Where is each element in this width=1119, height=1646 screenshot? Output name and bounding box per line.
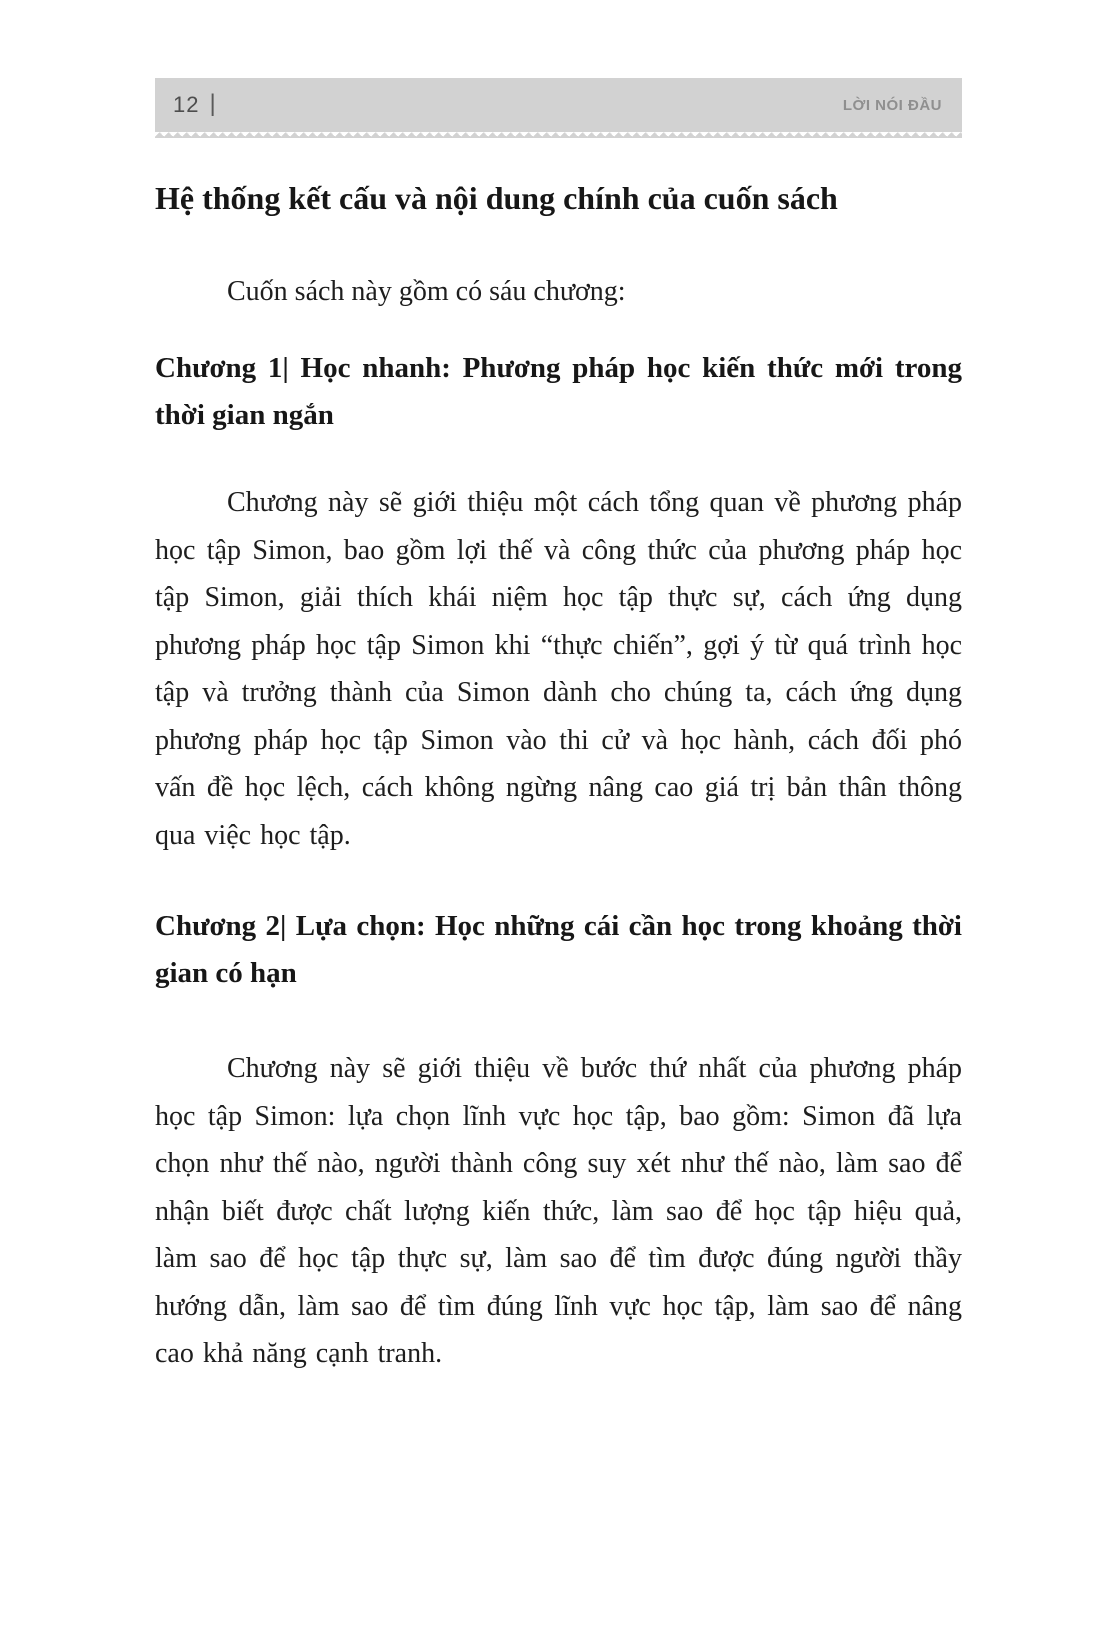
section-heading: Hệ thống kết cấu và nội dung chính của cuốn sách: [155, 180, 838, 216]
running-title: LỜI NÓI ĐẦU: [842, 96, 942, 114]
page-content-column: [155, 0, 962, 1378]
page-header-bar: [155, 78, 962, 132]
page-number: [173, 91, 217, 119]
page-number-value: 12: [173, 92, 200, 117]
chapter-1-summary: Chương này sẽ giới thiệu một cách tổng quan về phương pháp học tập Simon, bao gồm lợi thế và công thức của phương pháp học tập Simon, giải thích khái niệm học tập thực sự, cách ứng dụng phương pháp học tập Simon khi “thực chiến”, gợi ý từ quá trình học tập và trưởng thành của Simon dành cho chúng ta, cách ứng dụng phương pháp học tập Simon vào thi cử và học hành, cách đối phó vấn đề học lệch, cách không ngừng nâng cao giá trị bản thân thông qua việc học tập.: [155, 487, 962, 851]
chapter-1-heading: Chương 1| Học nhanh: Phương pháp học kiến thức mới trong thời gian ngắn: [155, 352, 962, 431]
chapter-2-heading: Chương 2| Lựa chọn: Học những cái cần học trong khoảng thời gian có hạn: [155, 910, 962, 989]
intro-paragraph: Cuốn sách này gồm có sáu chương:: [227, 276, 626, 307]
chapter-2-summary: Chương này sẽ giới thiệu về bước thứ nhất của phương pháp học tập Simon: lựa chọn lĩnh vực học tập, bao gồm: Simon đã lựa chọn như thế nào, người thành công suy xét như thế nào, làm sao để nhận biết được chất lượng kiến thức, làm sao để học tập hiệu quả, làm sao để học tập thực sự, làm sao để tìm được đúng người thầy hướng dẫn, làm sao để tìm đúng lĩnh vực học tập, làm sao để nâng cao khả năng cạnh tranh.: [155, 1053, 962, 1369]
page-number-separator: |: [209, 90, 217, 117]
